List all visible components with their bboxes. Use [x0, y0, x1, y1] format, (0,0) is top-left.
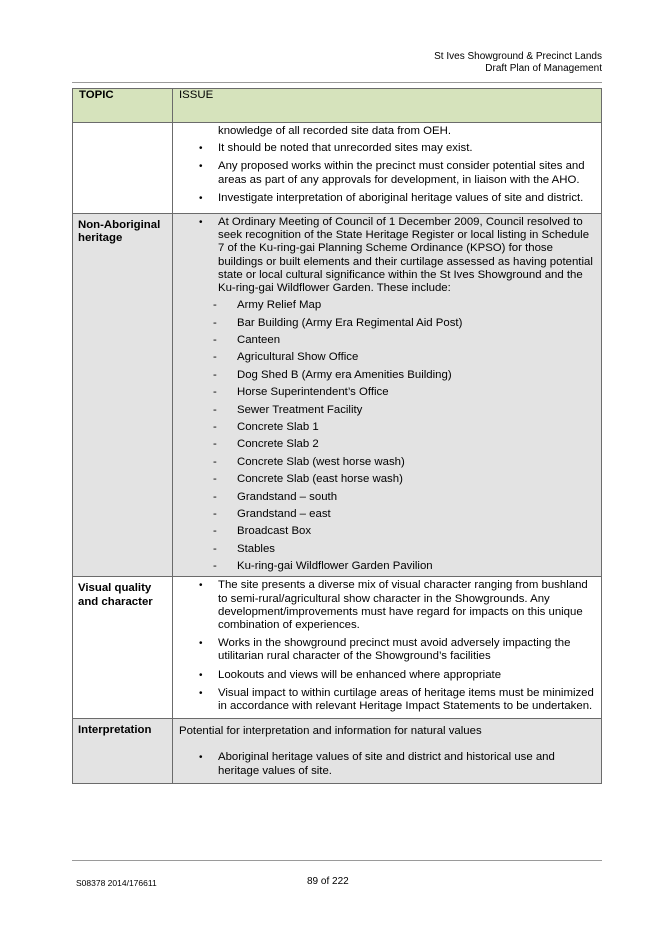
list-item: - Ku-ring-gai Wildflower Garden Pavilion	[177, 560, 595, 573]
column-header-topic: TOPIC	[73, 89, 173, 123]
list-item: - Sewer Treatment Facility	[177, 404, 595, 417]
topic-cell	[73, 123, 173, 214]
list-item: - Concrete Slab 2	[177, 438, 595, 451]
list-item: • At Ordinary Meeting of Council of 1 December 2009, Council resolved to seek recognition of the State Heritage Register or local listing in Schedule 7 of the Ku-ring-gai Planning Scheme Ordinance (KPSO) for those buildings or built elements and their curtilage assessed as having potential state or local cultural significance within the St Ives Showground and the Ku-ring-gai Wildflower Garden. These include:	[177, 216, 595, 295]
issue-cell	[173, 577, 602, 719]
list-item: - Grandstand – south	[177, 491, 595, 504]
topic-cell: Non-Aboriginal heritage	[73, 214, 173, 577]
list-item: • Visual impact to within curtilage areas of heritage items must be minimized in accordance with relevant Heritage Impact Statements to be undertaken.	[177, 687, 595, 713]
heritage-items-list	[177, 299, 595, 573]
list-item: • Lookouts and views will be enhanced where appropriate	[177, 669, 595, 682]
document-header	[434, 51, 602, 75]
list-item: - Agricultural Show Office	[177, 351, 595, 364]
topic-cell: Visual quality and character	[73, 577, 173, 719]
table-header-row	[73, 89, 602, 123]
issue-cell	[173, 719, 602, 784]
topic-issue-table	[72, 88, 602, 784]
list-item: • Investigate interpretation of aboriginal heritage values of site and district.	[177, 192, 595, 205]
header-title: St Ives Showground & Precinct Lands	[434, 51, 602, 62]
issue-cell	[173, 123, 602, 214]
list-item: - Broadcast Box	[177, 525, 595, 538]
document-reference: S08378 2014/176611	[76, 878, 157, 888]
list-item: • Works in the showground precinct must avoid adversely impacting the utilitarian rural character of the Showground’s facilities	[177, 637, 595, 663]
table-row	[73, 719, 602, 784]
list-item: - Concrete Slab 1	[177, 421, 595, 434]
table-row	[73, 214, 602, 577]
list-item: - Stables	[177, 543, 595, 556]
list-item: • Any proposed works within the precinct must consider potential sites and areas as part of any approvals for development, in liaison with the AHO.	[177, 160, 595, 186]
table-row	[73, 123, 602, 214]
topic-cell: Interpretation	[73, 719, 173, 784]
page-number: 89 of 222	[307, 876, 349, 887]
list-item: - Concrete Slab (west horse wash)	[177, 456, 595, 469]
footer-rule	[72, 860, 602, 861]
list-item: - Concrete Slab (east horse wash)	[177, 473, 595, 486]
list-item: - Dog Shed B (Army era Amenities Building)	[177, 369, 595, 382]
list-item: • It should be noted that unrecorded sites may exist.	[177, 142, 595, 155]
list-item: knowledge of all recorded site data from OEH.	[218, 125, 451, 137]
list-item: - Canteen	[177, 334, 595, 347]
list-item: - Bar Building (Army Era Regimental Aid Post)	[177, 317, 595, 330]
list-item: • Aboriginal heritage values of site and district and historical use and heritage values of site.	[177, 751, 595, 777]
column-header-issue: ISSUE	[173, 89, 602, 123]
header-rule	[72, 82, 602, 83]
issue-cell	[173, 214, 602, 577]
table-row	[73, 577, 602, 719]
list-item: - Horse Superintendent’s Office	[177, 386, 595, 399]
list-item: - Army Relief Map	[177, 299, 595, 312]
issue-text: Potential for interpretation and information for natural values	[179, 725, 482, 738]
header-subtitle: Draft Plan of Management	[485, 63, 602, 74]
list-item: - Grandstand – east	[177, 508, 595, 521]
list-item: • The site presents a diverse mix of visual character ranging from bushland to semi-rural/agricultural show character in the Showgrounds. Any development/improvements must have regard for impacts on this unique combination of experiences.	[177, 579, 595, 632]
